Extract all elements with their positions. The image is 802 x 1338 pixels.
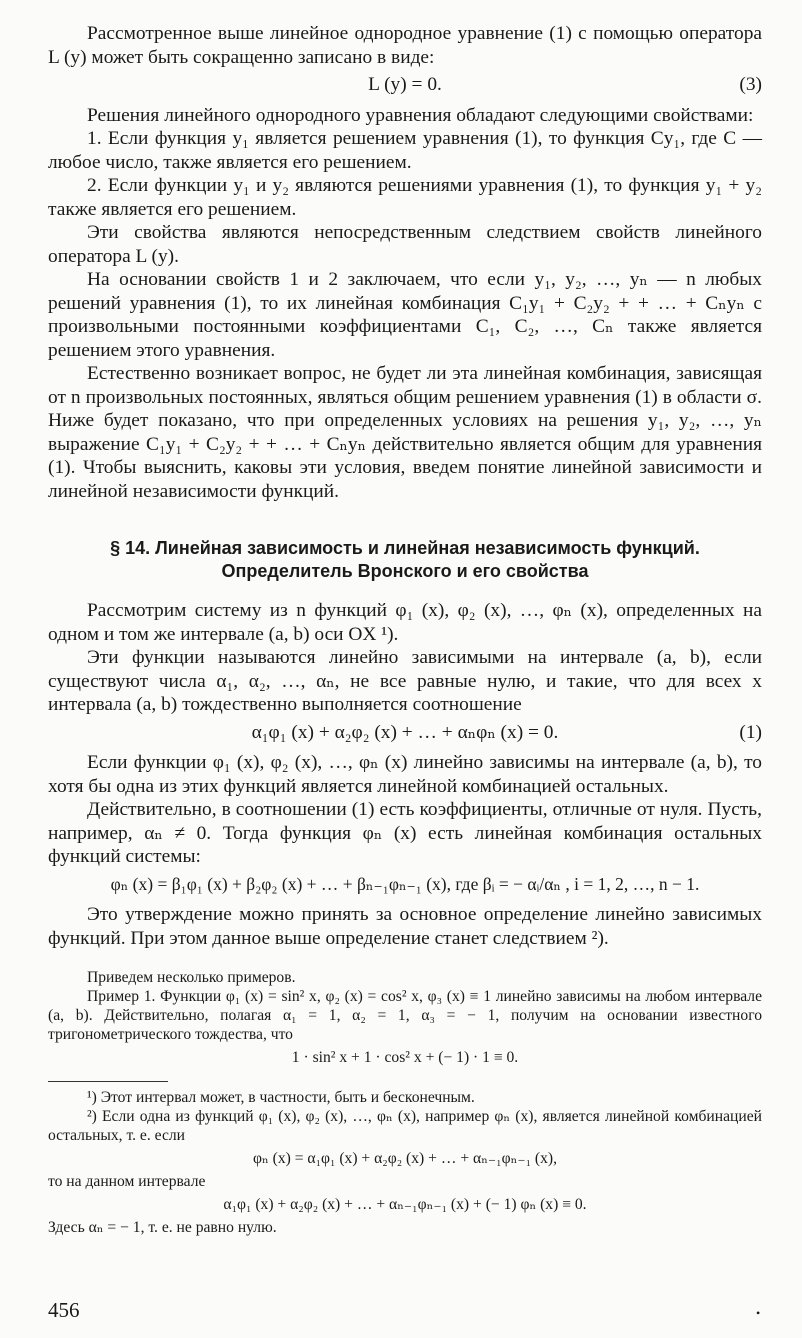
- system-paragraph: Рассмотрим систему из n функций φ₁ (x), φ₂ (x), …, φₙ (x), определенных на одном и том же интервале (a, b) оси OX ¹).: [48, 600, 762, 645]
- footnote-2: ²) Если одна из функций φ₁ (x), φ₂ (x), …, φₙ (x), например φₙ (x), является линейной комбинацией остальных, т. е. если: [48, 1108, 762, 1144]
- page-content: [48, 22, 762, 1237]
- equation-3: [48, 73, 762, 97]
- example-1-equation: 1 · sin² x + 1 · cos² x + (− 1) · 1 ≡ 0.: [291, 1049, 519, 1066]
- equation-1-body: α₁φ₁ (x) + α₂φ₂ (x) + … + αₙφₙ (x) = 0.: [251, 721, 559, 743]
- example-1: Пример 1. Функции φ₁ (x) = sin² x, φ₂ (x) = cos² x, φ₃ (x) ≡ 1 линейно зависимы на любом интервале (a, b). Действительно, полагая α₁ = 1, α₂ = 1, α₃ = − 1, получим на основании известного тригонометрического тождества, что: [48, 988, 762, 1043]
- question-paragraph: Естественно возникает вопрос, не будет ли эта линейная комбинация, зависящая от n произвольных постоянных, являться общим решением уравнения (1) в области σ. Ниже будет показано, что при определенных условиях на решения y₁, y₂, …, yₙ выражение C₁y₁ + C₂y₂ + + … + Cₙyₙ действительно является общим для уравнения (1). Чтобы выяснить, каковы эти условия, введем понятие линейной зависимости и линейной независимости функций.: [48, 363, 762, 502]
- equation-1-number: (1): [739, 721, 762, 743]
- properties-intro: Решения линейного однородного уравнения обладают следующими свойствами:: [87, 104, 754, 126]
- footnote-2-equation-2: α₁φ₁ (x) + α₂φ₂ (x) + … + αₙ₋₁φₙ₋₁ (x) + (− 1) φₙ (x) ≡ 0.: [223, 1196, 587, 1213]
- footnote-2-end: Здесь αₙ = − 1, т. е. не равно нулю.: [48, 1219, 277, 1236]
- equation-1: [48, 721, 762, 745]
- equation-phi-n-body: φₙ (x) = β₁φ₁ (x) + β₂φ₂ (x) + … + βₙ₋₁φₙ₋₁ (x), где βᵢ = − αᵢ/αₙ , i = 1, 2, …, n − 1.: [110, 873, 700, 894]
- examples-intro: Приведем несколько примеров.: [87, 969, 296, 986]
- intro-paragraph: Рассмотренное выше линейное однородное уравнение (1) с помощью оператора L (y) может быть сокращенно записано в виде:: [48, 23, 762, 68]
- property-1: 1. Если функция y₁ является решением уравнения (1), то функция Cy₁, где C — любое число, также является его решением.: [48, 128, 762, 173]
- statement-paragraph: Это утверждение можно принять за основное определение линейно зависимых функций. При этом данное выше определение станет следствием ²).: [48, 904, 762, 949]
- indeed-paragraph: Действительно, в соотношении (1) есть коэффициенты, отличные от нуля. Пусть, например, αₙ ≠ 0. Тогда функция φₙ (x) есть линейная комбинация остальных функций системы:: [48, 799, 762, 867]
- property-2: 2. Если функции y₁ и y₂ являются решениями уравнения (1), то функция y₁ + y₂ также является его решением.: [48, 175, 762, 220]
- linear-combination-paragraph: На основании свойств 1 и 2 заключаем, что если y₁, y₂, …, yₙ — n любых решений уравнения (1), то их линейная комбинация C₁y₁ + C₂y₂ + + … + Cₙyₙ с произвольными постоянными коэффициентами C₁, C₂, …, Cₙ также является решением этого уравнения.: [48, 269, 762, 361]
- equation-3-body: L (y) = 0.: [368, 74, 442, 95]
- definition-paragraph: Эти функции называются линейно зависимыми на интервале (a, b), если существуют числа α₁, α₂, …, αₙ, не все равные нулю, и такие, что для всех x интервала (a, b) тождественно выполняется соотношение: [48, 647, 762, 715]
- section-heading: [48, 537, 762, 583]
- footnote-2-equation-1: φₙ (x) = α₁φ₁ (x) + α₂φ₂ (x) + … + αₙ₋₁φₙ₋₁ (x),: [252, 1150, 557, 1167]
- equation-3-number: (3): [739, 74, 762, 95]
- margin-dot: •: [756, 1306, 761, 1320]
- section-title-line-1: § 14. Линейная зависимость и линейная независимость функций.: [110, 538, 700, 558]
- section-title-line-2: Определитель Вронского и его свойства: [221, 561, 589, 581]
- dependent-paragraph: Если функции φ₁ (x), φ₂ (x), …, φₙ (x) линейно зависимы на интервале (a, b), то хотя бы одна из этих функций является линейной комбинацией остальных.: [48, 752, 762, 797]
- footnote-2-middle: то на данном интервале: [48, 1173, 206, 1190]
- footnote-divider: [48, 1081, 168, 1082]
- properties-consequence: Эти свойства являются непосредственным следствием свойств линейного оператора L (y).: [48, 222, 762, 267]
- equation-phi-n: [48, 873, 762, 897]
- page-number: 456: [48, 1298, 80, 1322]
- footnote-1: ¹) Этот интервал может, в частности, быть и бесконечным.: [87, 1089, 475, 1106]
